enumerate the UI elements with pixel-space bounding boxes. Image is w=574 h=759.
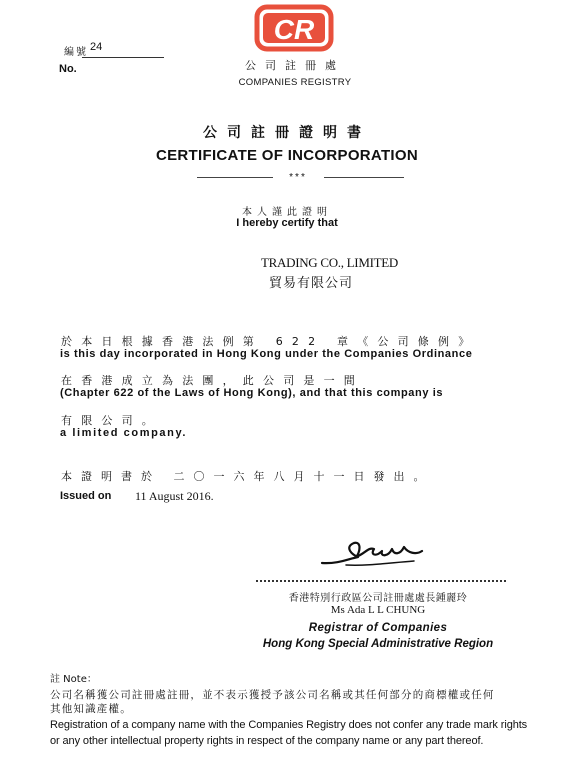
registry-name-zh: 公司註冊處: [245, 59, 345, 72]
title-rule-left: [197, 177, 273, 178]
companies-registry-logo: [254, 4, 334, 52]
title-rule-right: [324, 177, 404, 178]
logo-text: CR: [273, 14, 315, 45]
signature-dotted-line: [256, 580, 506, 582]
note-label: 註 Note：: [50, 674, 97, 685]
body-line-1-zh: 於本日根據香港法例第 622 章《公司條例》: [61, 335, 479, 348]
certificate-title-zh: 公司註冊證明書: [203, 125, 371, 141]
note-text-zh-line-1: 公司名稱獲公司註冊處註冊，並不表示獲授予該公司名稱或其任何部分的商標權或任何: [50, 689, 495, 701]
number-label-zh: 編號: [64, 47, 88, 58]
registrar-signature: [318, 533, 428, 573]
title-separator-stars: ***: [289, 172, 307, 183]
registrar-title: Registrar of Companies: [308, 622, 448, 634]
registrar-name-en: Ms Ada L L CHUNG: [330, 604, 426, 616]
note-text-en-line-1: Registration of a company name with the Companies Registry does not confer any trade mark rights: [50, 719, 528, 731]
body-line-2-en: (Chapter 622 of the Laws of Hong Kong), and that this company is: [60, 387, 444, 399]
note-text-en-line-2: or any other intellectual property rights in respect of the company name or any part thereof.: [50, 735, 484, 747]
certificate-number: 24: [90, 41, 103, 53]
registrar-region: Hong Kong Special Administrative Region: [262, 638, 494, 650]
body-line-3-zh: 有限公司。: [61, 414, 162, 427]
issued-on-label: Issued on: [60, 490, 112, 502]
company-name-zh: 貿易有限公司: [269, 276, 354, 291]
certify-statement-en: I hereby certify that: [236, 217, 338, 229]
cr-logo-icon: [254, 4, 334, 52]
note-text-zh-line-2: 其他知識產權。: [50, 703, 132, 715]
number-label-en: No.: [59, 63, 77, 75]
registrar-name-zh: 香港特別行政區公司註冊處處長鍾麗玲: [288, 593, 468, 604]
issued-date-zh: 本證明書於 二〇一六年八月十一日發出。: [61, 470, 434, 483]
number-underline: [82, 57, 164, 58]
issued-date-en: 11 August 2016.: [135, 489, 214, 503]
company-name-en: TRADING CO., LIMITED: [261, 255, 398, 270]
body-line-1-en: is this day incorporated in Hong Kong under the Companies Ordinance: [60, 348, 473, 360]
registry-name-en: COMPANIES REGISTRY: [238, 77, 352, 88]
signature-icon: [318, 533, 428, 573]
certificate-title-en: CERTIFICATE OF INCORPORATION: [155, 147, 418, 164]
certify-statement-zh: 本人謹此證明: [242, 207, 332, 218]
body-line-3-en: a limited company.: [60, 427, 188, 439]
body-line-2-zh: 在香港成立為法團，此公司是一間: [61, 374, 364, 387]
